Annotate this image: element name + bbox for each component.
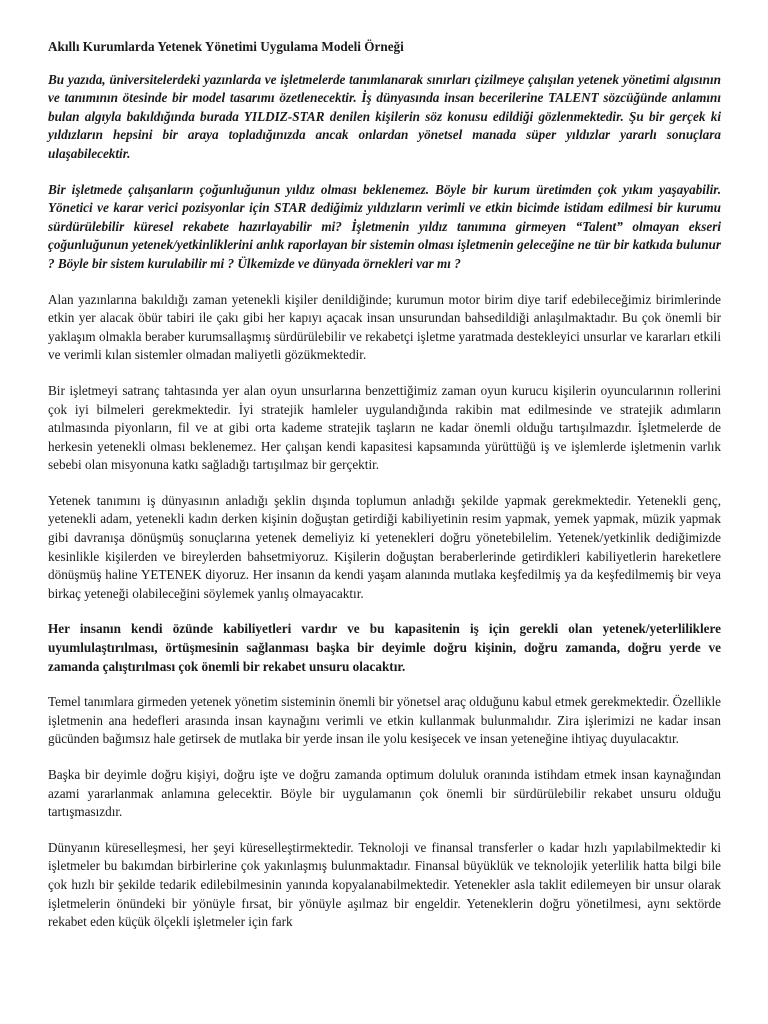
body-paragraph: Temel tanımlara girmeden yetenek yönetim sisteminin önemli bir yönetsel araç olduğunu kabul etmek gerekmektedir. Özellikle işletmenin ana hedefleri arasında insan kaynağını verimli ve etkin kullanmak bulunmalıdır. Zira işlerimizi ne kadar insan gücünden bağımsız hale getirsek de mutlaka bir yerde insan ile yolu kesişecek ve insan yeteneğine ihtiyaç duyulacaktır. <box>48 694 721 747</box>
body-paragraph: Başka bir deyimle doğru kişiyi, doğru işte ve doğru zamanda optimum doluluk oranında istihdam etmek insan kaynağından azami yararlanmak anlamına gelecektir. Böyle bir uygulamanın çok önemli bir sürdürülebilir rekabet unsuru olduğu tartışmasızdır. <box>48 767 721 820</box>
question-paragraph: Bir işletmede çalışanların çoğunluğunun yıldız olması beklenemez. Böyle bir kurum üretimden çok yıkım yaşayabilir. Yönetici ve karar verici pozisyonlar için STAR dediğimiz yıldızların verimli ve etkin bicimde istidam edilmesi bir kurumu sürdürülebilir küresel rekabete hazırlayabilir mi? İşletmenin yıldız tanımına girmeyen “Talent” olmayan ekseri çoğunluğunun yetenek/yetkinliklerini anlık raporlayan bir sistemin olması işletmenin geleceğine ne tür bir katkıda bulunur ? Böyle bir sistem kurulabilir mi ? Ülkemizde ve dünyada örnekleri var mı ? <box>48 181 721 271</box>
body-paragraph: Dünyanın küreselleşmesi, her şeyi küreselleştirmektedir. Teknoloji ve finansal transferler o kadar hızlı yapılabilmektedir ki işletmeler bu bakımdan birbirlerine çok yakınlaşmış bulunmaktadır. Finansal büyüklük ve teknolojik yeterlilik hatta bilgi bile çok hızlı bir şekilde tedarik edilebilmesinin yanında kopyalanabilmektedir. Yetenekler asla taklit edilemeyen bir unsur olarak işletmelerin önündeki bir yönüyle fırsat, bir yönüyle aşılmaz bir engeldir. Yeteneklerin doğru yönetilmesi, aynı sektörde rekabet eden küçük ölçekli işletmeler için fark <box>48 839 721 930</box>
emphasis-paragraph: Her insanın kendi özünde kabiliyetleri vardır ve bu kapasitenin iş için gerekli olan yetenek/yeterliliklere uyumlulaştırılması, örtüşmesinin sağlanması başka bir deyimle doğru kişinin, doğru zamanda, doğru yerde ve zamanda çalıştırılması çok önemli bir rekabet unsuru olacaktır. <box>48 621 721 674</box>
document-page <box>48 38 721 949</box>
body-paragraph: Alan yazınlarına bakıldığı zaman yetenekli kişiler denildiğinde; kurumun motor birim diye tarif edebileceğimiz birimlerinde etkin yer alacak öbür tabiri ile çakı gibi her kapıyı açacak insan unsurundan bahsedildiği anlaşılmaktadır. Bu çok önemli bir yaklaşım olmakla beraber kurumsallaşmış sürdürülebilir ve rekabetçi işletme yaratmada destekleyici unsurlar ve kararları etkili ve verimli kılan sistemler olmadan maliyetli gözükmektedir. <box>48 291 721 363</box>
document-title: Akıllı Kurumlarda Yetenek Yönetimi Uygulama Modeli Örneği <box>48 39 404 54</box>
body-paragraph: Bir işletmeyi satranç tahtasında yer alan oyun unsurlarına benzettiğimiz zaman oyun kurucu kişilerin oyuncularının rollerini çok iyi bilmeleri gerekmektedir. İyi stratejik hamleler uygulandığında rakibin mat edilmesinde ve stratejik adımların atılmasında piyonların, fil ve at gibi orta kademe stratejik taşların ne kadar önemli olduğu tartışılmazdır. İşletmelerde de herkesin yetenekli olması beklenemez. Her çalışan kendi kapasitesi kapsamında yürüttüğü iş ve işlemlerde işletmenin varlık sebebi olan misyonuna katkı sağladığı tartışılmaz bir gerçektir. <box>48 382 721 473</box>
intro-paragraph: Bu yazıda, üniversitelerdeki yazınlarda ve işletmelerde tanımlanarak sınırları çizilmeye çalışılan yetenek yönetimi algısının ve tanımının ötesinde bir model tasarımı özetlenecektir. İş dünyasında insan becerilerine TALENT sözcüğünde anlamını bulan algıyla bakıldığında burada YILDIZ-STAR denilen kişilerin söz konusu edildiği gözlenmektedir. Şu bir gerçek ki yıldızların hepsini bir araya topladığınızda ancak onlardan yönetsel manada süper yıldızlar yararlı sonuçlara ulaşabilecektir. <box>48 71 721 161</box>
body-paragraph: Yetenek tanımını iş dünyasının anladığı şeklin dışında toplumun anladığı şekilde yapmak gerekmektedir. Yetenekli genç, yetenekli adam, yetenekli kadın derken kişinin doğuştan getirdiği kabiliyetinin resim yapmak, yemek yapmak, müzik yapmak gibi davranışa dönüşmüş sonuçlarına yetenek demeliyiz ki yetenekleri doğru yönetebilelim. Yetenek/yetkinlik dediğimizde kesinlikle kişilerden ve bireylerden bahsetmiyoruz. Kişilerin doğuştan beraberlerinde getirdikleri kabiliyetlerin hareketlere dönüşmüş haline YETENEK diyoruz. Her insanın da kendi yaşam alanında mutlaka keşfedilmiş ya da keşfedilmemiş bir veya birkaç yeteneği olabileceğini söylemek yanlış olmayacaktır. <box>48 492 721 601</box>
